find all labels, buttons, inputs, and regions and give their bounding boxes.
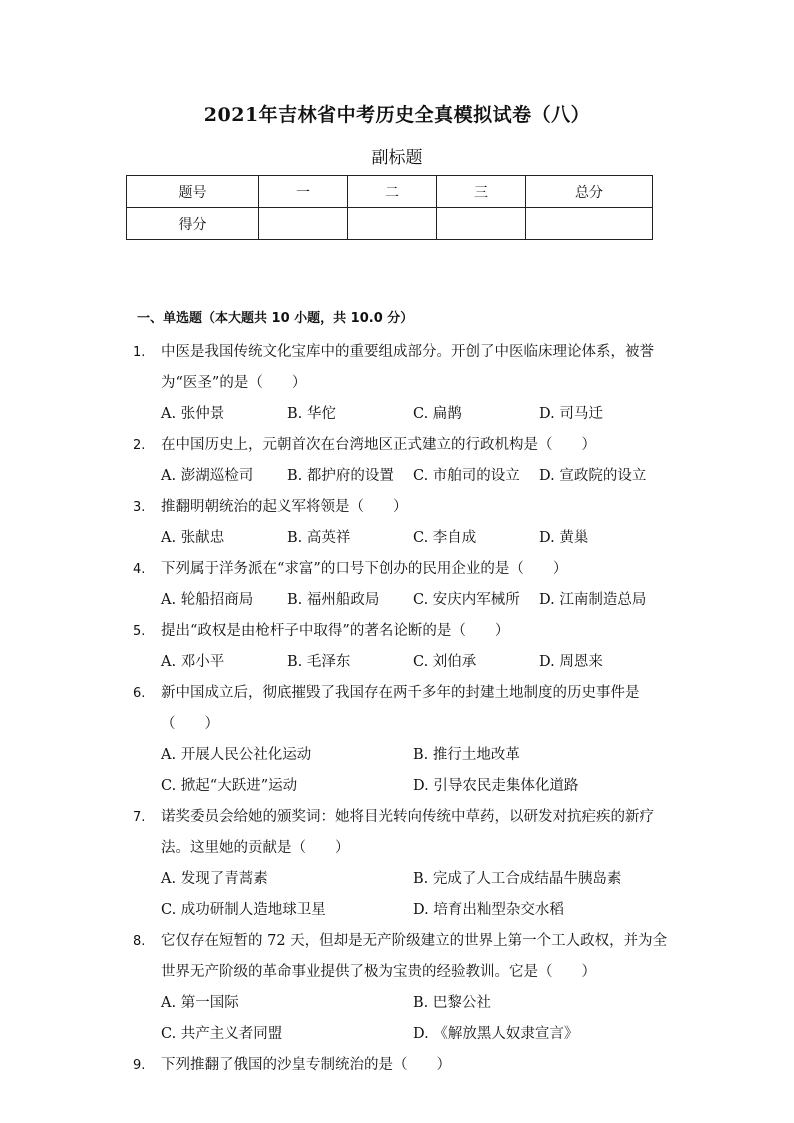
option-d: D. 黄巢 (539, 530, 589, 546)
option-d: D. 江南制造总局 (539, 592, 647, 608)
score-cell (437, 208, 526, 240)
question-stem: 下列属于洋务派在“求富”的口号下创办的民用企业的是（ ） (161, 561, 568, 577)
option-a: A. 第一国际 (161, 995, 239, 1011)
question-number: 1. (133, 345, 146, 360)
option-c: C. 刘伯承 (413, 654, 477, 670)
question-stem: 诺奖委员会给她的颁奖词：她将目光转向传统中草药，以研发对抗疟疾的新疗法。这里她的贡献是（ ） (161, 809, 654, 856)
option-row (161, 585, 794, 616)
question-stem: 在中国历史上，元朝首次在台湾地区正式建立的行政机构是（ ） (161, 437, 596, 453)
question-stem: 推翻明朝统治的起义军将领是（ ） (161, 499, 408, 515)
question-number: 8. (133, 934, 146, 949)
option-d: D. 培育出籼型杂交水稻 (413, 902, 564, 918)
score-cell (348, 208, 437, 240)
option-c: C. 成功研制人造地球卫星 (161, 902, 326, 918)
question-number: 6. (133, 686, 146, 701)
question-3 (0, 492, 794, 554)
option-d: D. 引导农民走集体化道路 (413, 778, 579, 794)
question-1 (0, 337, 794, 430)
option-c: C. 掀起“大跃进”运动 (161, 778, 298, 794)
question-number: 4. (133, 562, 146, 577)
option-a: A. 张献忠 (161, 530, 225, 546)
score-header-cell: 一 (259, 176, 348, 208)
question-number: 7. (133, 810, 146, 825)
question-4 (0, 554, 794, 616)
question-5 (0, 616, 794, 678)
option-row (161, 771, 794, 802)
question-6 (0, 678, 794, 802)
section-heading: 一、单选题（本大题共 10 小题，共 10.0 分） (137, 311, 414, 326)
question-9 (0, 1050, 794, 1081)
score-header-cell: 三 (437, 176, 526, 208)
option-b: B. 福州船政局 (287, 592, 380, 608)
option-row (161, 988, 794, 1019)
option-c: C. 市舶司的设立 (413, 468, 520, 484)
option-d: D. 周恩来 (539, 654, 603, 670)
score-header-cell: 题号 (127, 176, 259, 208)
question-stem: 下列推翻了俄国的沙皇专制统治的是（ ） (161, 1057, 451, 1073)
score-row-label: 得分 (127, 208, 259, 240)
option-c: C. 扁鹊 (413, 406, 462, 422)
question-number: 2. (133, 438, 146, 453)
option-row (161, 864, 794, 895)
option-b: B. 毛泽东 (287, 654, 351, 670)
option-a: A. 轮船招商局 (161, 592, 254, 608)
score-cell (526, 208, 653, 240)
question-7 (0, 802, 794, 926)
score-table (126, 175, 653, 240)
score-table-score-row (127, 208, 653, 240)
option-row (161, 399, 794, 430)
option-b: B. 完成了人工合成结晶牛胰岛素 (413, 871, 622, 887)
question-2 (0, 430, 794, 492)
option-a: A. 张仲景 (161, 406, 225, 422)
score-table-header-row (127, 176, 653, 208)
score-cell (259, 208, 348, 240)
option-a: A. 开展人民公社化运动 (161, 747, 312, 763)
question-stem: 中医是我国传统文化宝库中的重要组成部分。开创了中医临床理论体系，被誉为“医圣”的是（ ） (161, 344, 654, 391)
question-number: 5. (133, 624, 146, 639)
option-c: C. 共产主义者同盟 (161, 1026, 283, 1042)
question-stem: 它仅存在短暂的 72 天，但却是无产阶级建立的世界上第一个工人政权，并为全世界无产阶级的革命事业提供了极为宝贵的经验教训。它是（ ） (161, 933, 668, 980)
option-row (161, 1019, 794, 1050)
option-d: D. 司马迁 (539, 406, 603, 422)
score-header-cell: 二 (348, 176, 437, 208)
option-row (161, 523, 794, 554)
option-row (161, 647, 794, 678)
question-number: 9. (133, 1058, 146, 1073)
question-stem: 新中国成立后，彻底摧毁了我国存在两千多年的封建土地制度的历史事件是（ ） (161, 685, 640, 732)
question-stem: 提出“政权是由枪杆子中取得”的著名论断的是（ ） (161, 623, 510, 639)
option-a: A. 澎湖巡检司 (161, 468, 254, 484)
option-d: D. 宣政院的设立 (539, 468, 647, 484)
exam-subtitle: 副标题 (371, 148, 423, 168)
option-row (161, 740, 794, 771)
option-c: C. 李自成 (413, 530, 477, 546)
option-b: B. 巴黎公社 (413, 995, 491, 1011)
option-b: B. 都护府的设置 (287, 468, 394, 484)
question-list (0, 337, 794, 1081)
question-number: 3. (133, 500, 146, 515)
exam-title: 2021年吉林省中考历史全真模拟试卷（八） (203, 104, 591, 126)
score-header-cell: 总分 (526, 176, 653, 208)
option-b: B. 高英祥 (287, 530, 351, 546)
option-row (161, 461, 794, 492)
option-b: B. 推行土地改革 (413, 747, 520, 763)
option-b: B. 华佗 (287, 406, 336, 422)
option-d: D. 《解放黑人奴隶宣言》 (413, 1026, 579, 1042)
question-8 (0, 926, 794, 1050)
option-a: A. 发现了青蒿素 (161, 871, 268, 887)
option-a: A. 邓小平 (161, 654, 225, 670)
option-row (161, 895, 794, 926)
option-c: C. 安庆内军械所 (413, 592, 520, 608)
